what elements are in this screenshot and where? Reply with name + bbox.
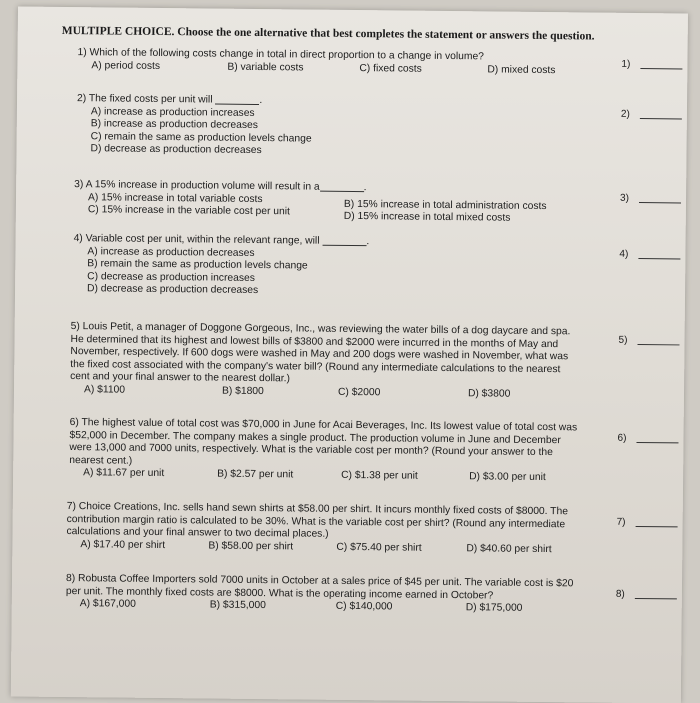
question-number: 1)	[77, 47, 87, 59]
option-b: B) $2.57 per unit	[217, 468, 294, 481]
question-6	[69, 417, 582, 485]
answer-blank-3[interactable]: 3)	[620, 193, 681, 205]
option-a: A) $167,000	[79, 598, 136, 610]
option-d: D) $175,000	[465, 602, 523, 614]
answer-blank-7[interactable]: 7)	[617, 517, 678, 529]
option-d: D) $40.60 per shirt	[466, 542, 552, 555]
option-a: A) period costs	[91, 59, 161, 72]
answer-blank-4[interactable]: 4)	[619, 249, 680, 261]
section-header	[62, 25, 595, 43]
option-a: A) increase as production decreases	[87, 245, 255, 259]
answer-blank-5[interactable]: 5)	[618, 335, 679, 347]
question-number: 2)	[76, 93, 87, 105]
option-c: C) $75.40 per shirt	[336, 541, 422, 554]
question-stem: The fixed costs per unit will	[88, 93, 213, 106]
question-3: 3) A 15% increase in production volume will result in a . A) 15% increase in total variable costs B) 15% increase in total administration costs C) 15% increase in the variable cost per unit D) 15% increase in total mixed costs	[74, 179, 547, 224]
answer-blank-8[interactable]: 8)	[616, 589, 677, 601]
option-b: B) variable costs	[227, 61, 304, 74]
answer-blank-6[interactable]: 6)	[617, 433, 678, 445]
question-stem: A 15% increase in production volume will result in a	[85, 179, 320, 193]
question-number: 8)	[65, 573, 76, 585]
option-b: B) $1800	[221, 385, 264, 398]
option-d: D) mixed costs	[487, 64, 556, 76]
option-d: D) decrease as production decreases	[90, 143, 262, 157]
question-4: 4) Variable cost per unit, within the relevant range, will . A) increase as production decreases B) remain the same as production levels change C) decrease as production increases D) decrease as production decreases	[73, 233, 574, 301]
option-c: C) $140,000	[335, 601, 393, 613]
option-c: C) 15% increase in the variable cost per unit	[87, 203, 290, 217]
question-number: 3)	[74, 179, 84, 191]
option-b: B) $58.00 per shirt	[208, 540, 294, 553]
option-c: C) fixed costs	[359, 62, 422, 75]
option-c: C) decrease as production increases	[87, 271, 255, 284]
question-8	[66, 573, 578, 616]
section-title: MULTIPLE CHOICE.	[61, 24, 175, 39]
question-stem: Robusta Coffee Importers sold 7000 units in October at a sales price of $45 per unit. The variable cost is $20 per unit. The monthly fixed costs are $8000. What is the operating income earned in October?	[65, 573, 574, 602]
option-d: D) decrease as production decreases	[87, 283, 259, 297]
question-2: 2) The fixed costs per unit will . A) increase as production increases B) increase as production decreases C) remain the same as production levels change D) decrease as production decreases	[76, 93, 577, 161]
option-d: D) $3.00 per unit	[469, 471, 546, 484]
question-stem: The highest value of total cost was $70,000 in June for Acai Beverages, Inc. Its lowest value of total cost was $52,000 in December. The company makes a single product. The production volume in June and December were 13,000 and 7000 units, respectively. What is the variable cost per month? (Round your answer to the nearest cent.)	[69, 417, 578, 467]
question-number: 5)	[70, 321, 80, 333]
option-a: A) $1100	[83, 384, 126, 396]
answer-blank-2[interactable]: 2)	[621, 109, 682, 121]
question-number: 6)	[69, 417, 79, 429]
question-stem: Louis Petit, a manager of Doggone Gorgeous, Inc., was reviewing the water bills of a dog daycare and spa. He determined that its highest and lowest bills of $3800 and $2000 were incurred in the months of May and November, respectively. If 600 dogs were washed in May and 200 dogs were washed in November, what was the fixed cost associated with the company's water bill? (Round any intermediate calculations to the nearest cent and your final answer to the nearest dollar.)	[70, 321, 571, 385]
question-1	[77, 47, 597, 78]
option-b: B) increase as production decreases	[90, 118, 258, 132]
option-b: B) remain the same as production levels change	[87, 258, 308, 272]
option-a: A) 15% increase in total variable costs	[87, 191, 263, 205]
question-number: 7)	[66, 501, 76, 513]
option-d: D) $3800	[467, 388, 511, 400]
option-b: B) 15% increase in total administration costs	[343, 198, 547, 212]
option-a: A) $17.40 per shirt	[80, 538, 166, 551]
worksheet-page	[11, 6, 688, 703]
option-c: C) $2000	[337, 386, 381, 399]
question-stem: Variable cost per unit, within the relevant range, will	[85, 233, 320, 247]
option-a: A) increase as production increases	[90, 105, 255, 119]
question-7	[66, 501, 578, 557]
option-b: B) $315,000	[209, 599, 266, 612]
question-stem: Which of the following costs change in total in direct proportion to a change in volume?	[89, 47, 484, 63]
question-5	[70, 321, 583, 402]
option-c: C) remain the same as production levels change	[90, 131, 312, 145]
option-c: C) $1.38 per unit	[341, 470, 418, 483]
answer-blank-1[interactable]: 1)	[621, 59, 682, 71]
section-instruction: Choose the one alternative that best completes the statement or answers the question.	[177, 26, 595, 43]
question-number: 4)	[73, 233, 83, 245]
option-d: D) 15% increase in total mixed costs	[343, 210, 511, 224]
option-a: A) $11.67 per unit	[83, 467, 165, 480]
question-stem: Choice Creations, Inc. sells hand sewn shirts at $58.00 per shirt. It incurs monthly fixed costs of $8000. The contribution margin ratio is calculated to be 30%. What is the variable cost per shirt? (Round any intermediate calculations and your final answer to two decimal places.)	[66, 501, 569, 540]
